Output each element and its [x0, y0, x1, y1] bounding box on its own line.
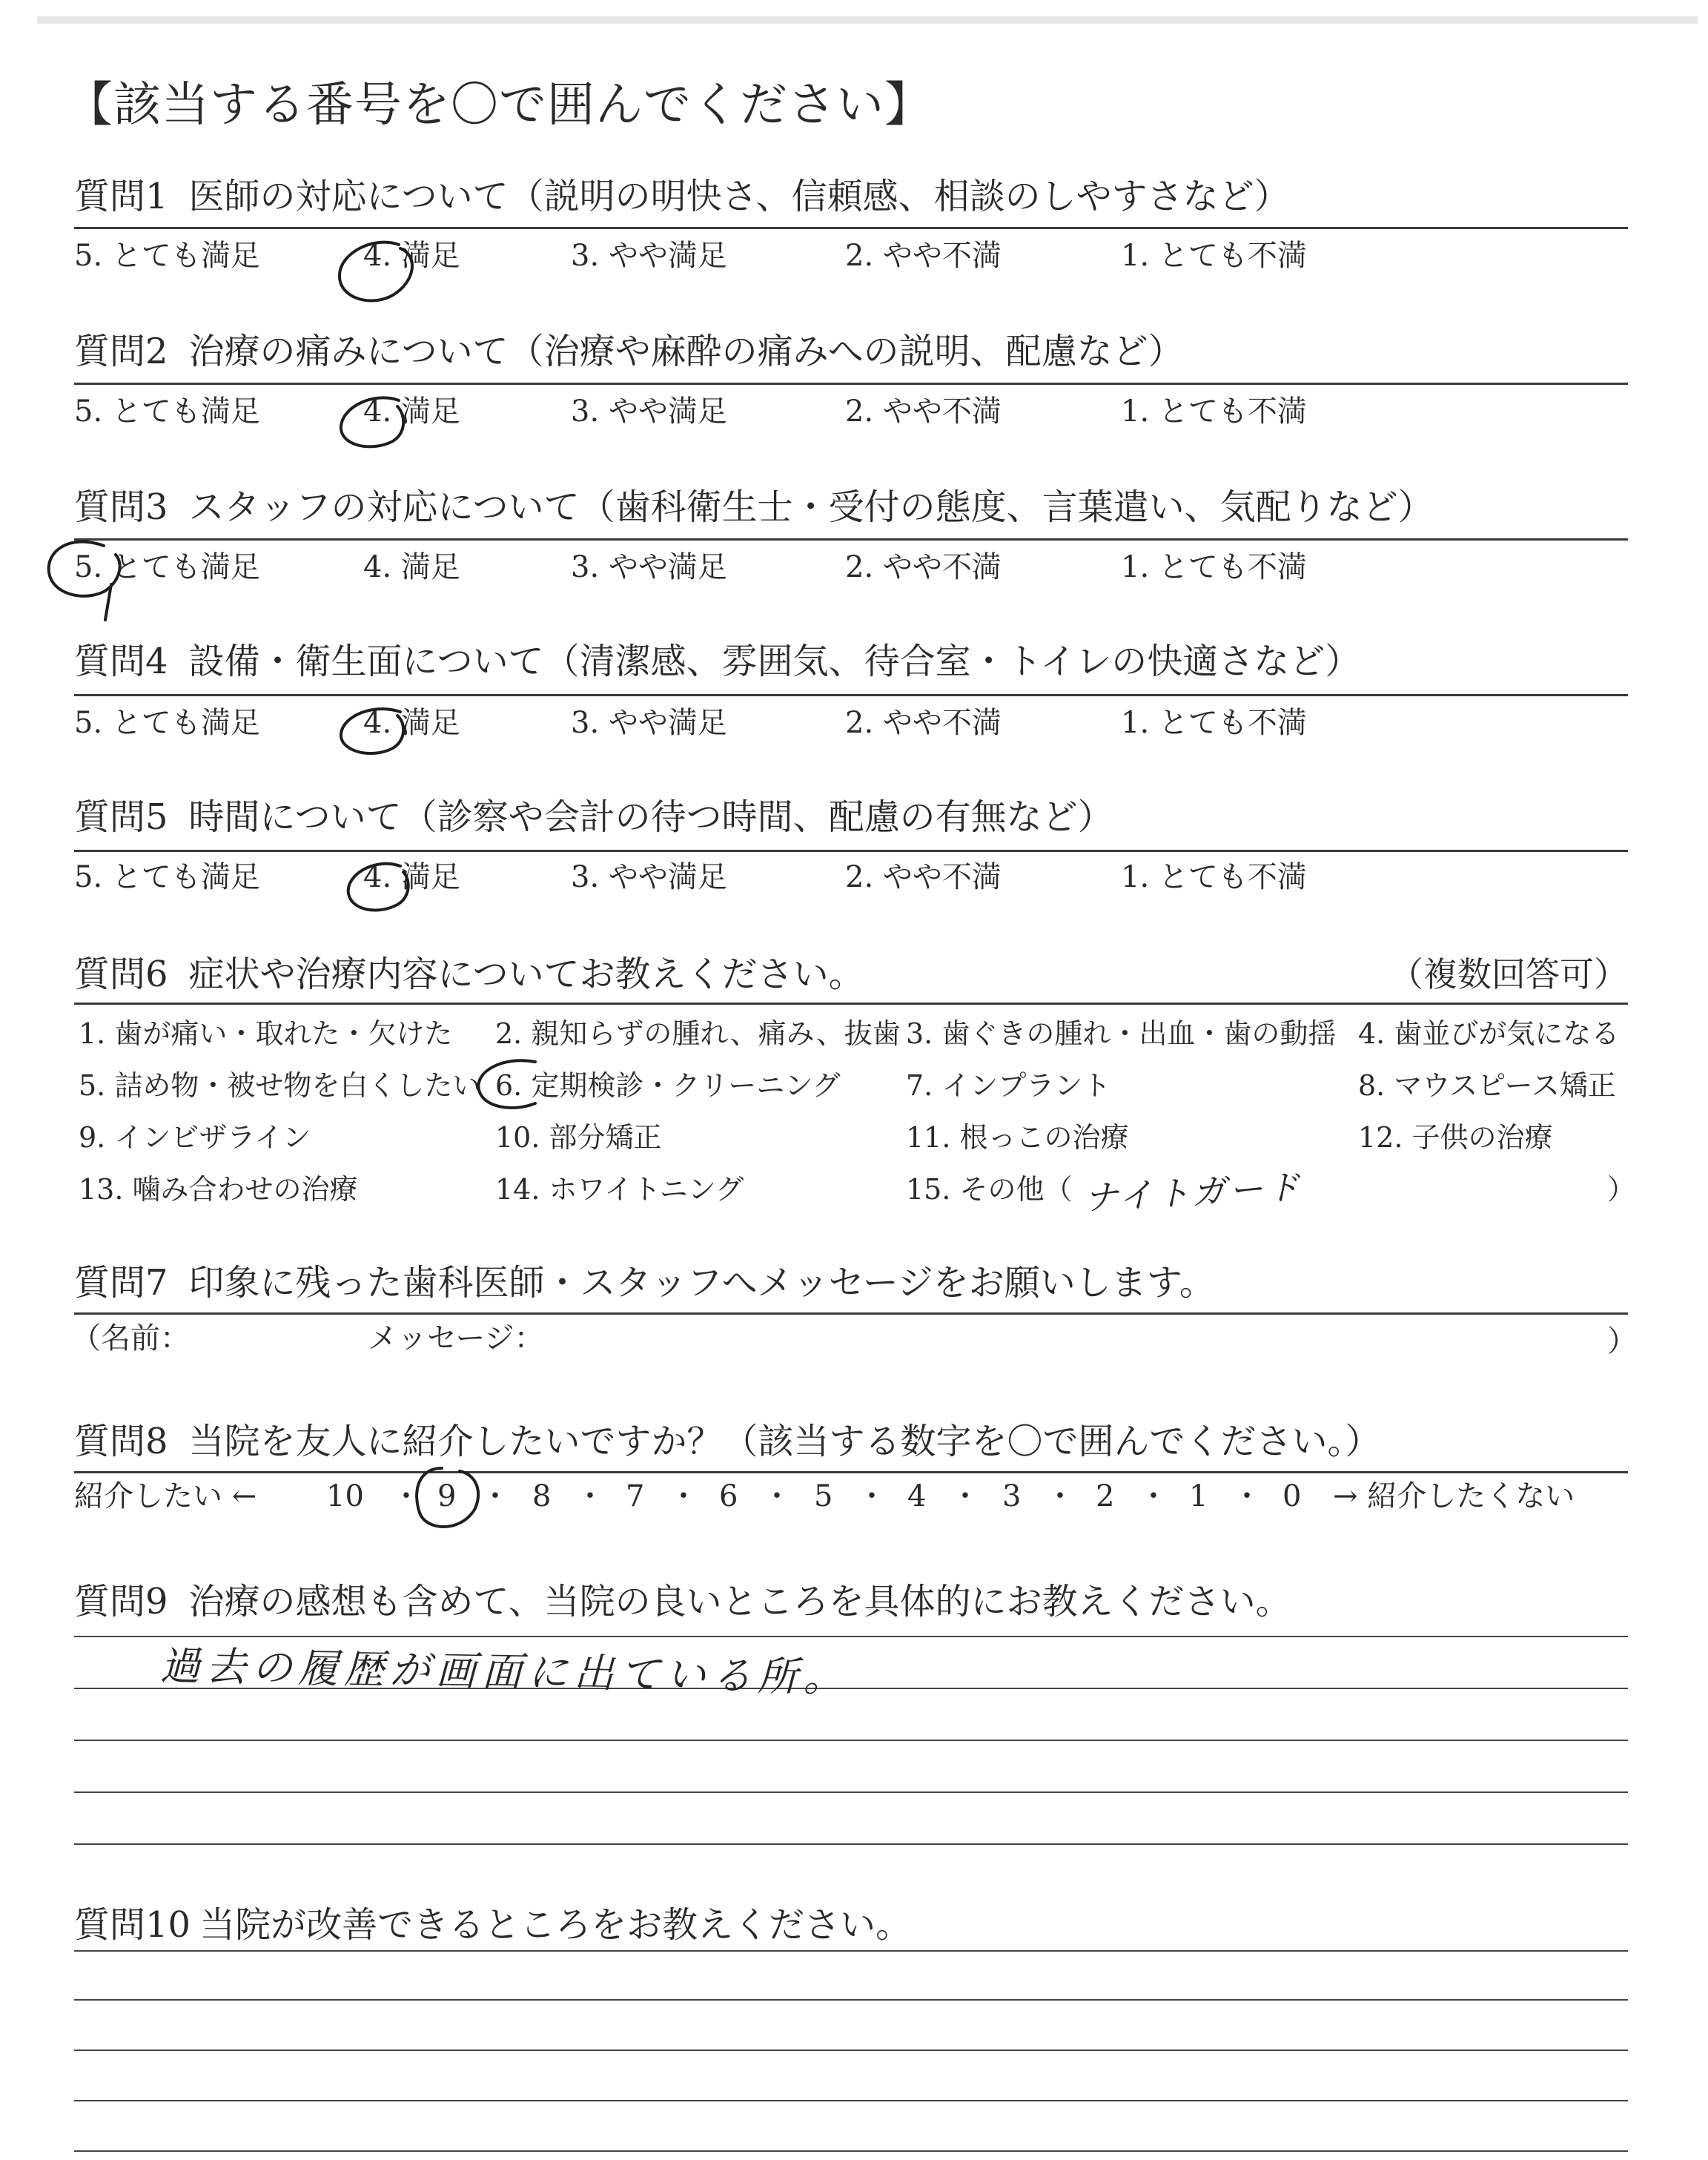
question-number: 質問8 [74, 1421, 168, 1462]
option-1[interactable]: 1. とても不満 [1121, 239, 1307, 273]
option-3[interactable]: 3. やや満足 [571, 239, 727, 273]
symptom-option-14[interactable]: 14. ホワイトニング [495, 1173, 744, 1206]
question-7 [74, 1261, 1215, 1305]
question-10 [74, 1903, 911, 1947]
scale-value-1[interactable]: 1 [1189, 1479, 1208, 1513]
scale-separator: ・ [857, 1479, 887, 1513]
option-4[interactable]: 4. 満足 [363, 550, 460, 584]
option-5[interactable]: 5. とても満足 [74, 706, 260, 740]
multiple-answers-note: （複数回答可） [1389, 954, 1628, 994]
option-2[interactable]: 2. やや不満 [845, 706, 1002, 740]
answer-line [74, 1843, 1628, 1845]
question-text: スタッフの対応について（歯科衛生士・受付の態度、言葉遣い、気配りなど） [188, 486, 1434, 528]
question-2 [74, 329, 1184, 374]
option-5[interactable]: 5. とても満足 [74, 394, 260, 429]
question-text: 当院が改善できるところをお教えください。 [199, 1904, 912, 1946]
divider [74, 694, 1628, 696]
scale-separator: ・ [762, 1479, 792, 1513]
question-number: 質問3 [74, 486, 168, 528]
option-3[interactable]: 3. やや満足 [571, 706, 727, 740]
option-5[interactable]: 5. とても満足 [74, 239, 260, 273]
question-1 [74, 174, 1290, 219]
question-text: 印象に残った歯科医師・スタッフへメッセージをお願いします。 [188, 1262, 1215, 1304]
question-number: 質問9 [74, 1581, 168, 1622]
question-9 [74, 1579, 1291, 1624]
answer-line [74, 1950, 1628, 1952]
name-label: （名前： [71, 1321, 190, 1355]
scale-separator: ・ [575, 1479, 605, 1513]
message-label: メッセージ： [368, 1321, 544, 1355]
symptom-option-5[interactable]: 5. 詰め物・被せ物を白くしたい [79, 1069, 481, 1102]
option-4[interactable]: 4. 満足 [363, 706, 460, 740]
question-text: 設備・衛生面について（清潔感、雰囲気、待合室・トイレの快適さなど） [188, 641, 1361, 682]
divider [74, 1471, 1628, 1473]
option-3[interactable]: 3. やや満足 [571, 550, 727, 584]
recommend-scale [74, 1474, 1628, 1519]
scale-value-0[interactable]: 0 [1282, 1479, 1302, 1513]
other-answer-handwriting: ナイトガード [1082, 1166, 1304, 1218]
q9-handwritten-answer: 過去の履歴が画面に出ている所。 [159, 1642, 850, 1702]
answer-line [74, 1740, 1628, 1741]
option-5[interactable]: 5. とても満足 [74, 550, 260, 584]
scan-edge [37, 16, 1698, 24]
question-number: 質問2 [74, 331, 168, 372]
symptom-option-15[interactable]: 15. その他（ [906, 1173, 1073, 1206]
question-number: 質問10 [74, 1904, 191, 1946]
scale-separator: ・ [1139, 1479, 1168, 1513]
symptom-option-6[interactable]: 6. 定期検診・クリーニング [495, 1069, 841, 1102]
question-3 [74, 485, 1434, 529]
question-text: 治療の痛みについて（治療や麻酔の痛みへの説明、配慮など） [188, 331, 1184, 372]
scale-separator: ・ [1045, 1479, 1075, 1513]
symptom-option-9[interactable]: 9. インビザライン [79, 1121, 311, 1154]
symptom-option-3[interactable]: 3. 歯ぐきの腫れ・出血・歯の動揺 [906, 1017, 1337, 1050]
message-close-paren: ） [1607, 1324, 1637, 1358]
symptom-option-4[interactable]: 4. 歯並びが気になる [1358, 1017, 1620, 1050]
scale-separator: ・ [391, 1479, 421, 1513]
option-1[interactable]: 1. とても不満 [1121, 394, 1307, 429]
question-number: 質問1 [74, 176, 168, 217]
scale-value-8[interactable]: 8 [532, 1479, 552, 1513]
scale-value-9[interactable]: 9 [437, 1479, 457, 1513]
option-3[interactable]: 3. やや満足 [571, 860, 727, 894]
other-close-paren: ） [1607, 1173, 1636, 1206]
symptom-option-13[interactable]: 13. 噛み合わせの治療 [79, 1173, 358, 1206]
question-number: 質問6 [74, 954, 168, 995]
option-3[interactable]: 3. やや満足 [571, 394, 727, 429]
divider [74, 383, 1628, 385]
option-1[interactable]: 1. とても不満 [1121, 550, 1307, 584]
answer-line [74, 2050, 1628, 2051]
option-1[interactable]: 1. とても不満 [1121, 706, 1307, 740]
option-4[interactable]: 4. 満足 [363, 860, 460, 894]
answer-line [74, 2100, 1628, 2101]
symptom-option-1[interactable]: 1. 歯が痛い・取れた・欠けた [79, 1017, 453, 1050]
option-2[interactable]: 2. やや不満 [845, 860, 1002, 894]
symptom-option-2[interactable]: 2. 親知らずの腫れ、痛み、抜歯 [495, 1017, 901, 1050]
divider [74, 1003, 1628, 1005]
option-4[interactable]: 4. 満足 [363, 239, 460, 273]
symptom-option-10[interactable]: 10. 部分矯正 [495, 1121, 662, 1154]
page-title: 【該当する番号を〇で囲んでください】 [65, 78, 933, 133]
option-2[interactable]: 2. やや不満 [845, 550, 1002, 584]
question-text: 治療の感想も含めて、当院の良いところを具体的にお教えください。 [188, 1581, 1291, 1622]
symptom-option-12[interactable]: 12. 子供の治療 [1358, 1121, 1553, 1154]
scale-value-7[interactable]: 7 [626, 1479, 645, 1513]
scale-right-label: → 紹介したくない [1333, 1479, 1575, 1513]
answer-line [74, 2150, 1628, 2152]
divider [74, 227, 1628, 229]
scale-separator: ・ [1232, 1479, 1262, 1513]
option-2[interactable]: 2. やや不満 [845, 394, 1002, 429]
symptom-option-11[interactable]: 11. 根っこの治療 [906, 1121, 1129, 1154]
scale-separator: ・ [950, 1479, 980, 1513]
scale-value-4[interactable]: 4 [907, 1479, 927, 1513]
option-1[interactable]: 1. とても不満 [1121, 860, 1307, 894]
symptom-option-8[interactable]: 8. マウスピース矯正 [1358, 1069, 1616, 1102]
scale-value-6[interactable]: 6 [719, 1479, 738, 1513]
divider [74, 1312, 1628, 1315]
divider [74, 538, 1628, 541]
question-5 [74, 795, 1113, 839]
question-8 [74, 1419, 1381, 1464]
option-4[interactable]: 4. 満足 [363, 394, 460, 429]
option-2[interactable]: 2. やや不満 [845, 239, 1002, 273]
answer-line [74, 1999, 1628, 2001]
scale-value-2[interactable]: 2 [1096, 1479, 1115, 1513]
scale-separator: ・ [480, 1479, 510, 1513]
scale-value-3[interactable]: 3 [1002, 1479, 1022, 1513]
question-text: 症状や治療内容についてお教えください。 [188, 954, 864, 995]
option-5[interactable]: 5. とても満足 [74, 860, 260, 894]
scale-value-10[interactable]: 10 [326, 1479, 364, 1513]
symptom-option-7[interactable]: 7. インプラント [906, 1069, 1111, 1102]
scale-left-label: 紹介したい ← [74, 1479, 257, 1513]
question-text: 時間について（診察や会計の待つ時間、配慮の有無など） [188, 796, 1113, 838]
question-text: 医師の対応について（説明の明快さ、信頼感、相談のしやすさなど） [188, 176, 1290, 217]
question-number: 質問4 [74, 641, 168, 682]
answer-line [74, 1791, 1628, 1793]
scale-separator: ・ [669, 1479, 698, 1513]
question-4 [74, 639, 1360, 684]
question-6 [74, 952, 1628, 997]
scale-value-5[interactable]: 5 [814, 1479, 833, 1513]
question-number: 質問7 [74, 1262, 168, 1304]
question-text: 当院を友人に紹介したいですか？（該当する数字を〇で囲んでください。） [188, 1421, 1381, 1462]
question-number: 質問5 [74, 796, 168, 838]
divider [74, 850, 1628, 852]
